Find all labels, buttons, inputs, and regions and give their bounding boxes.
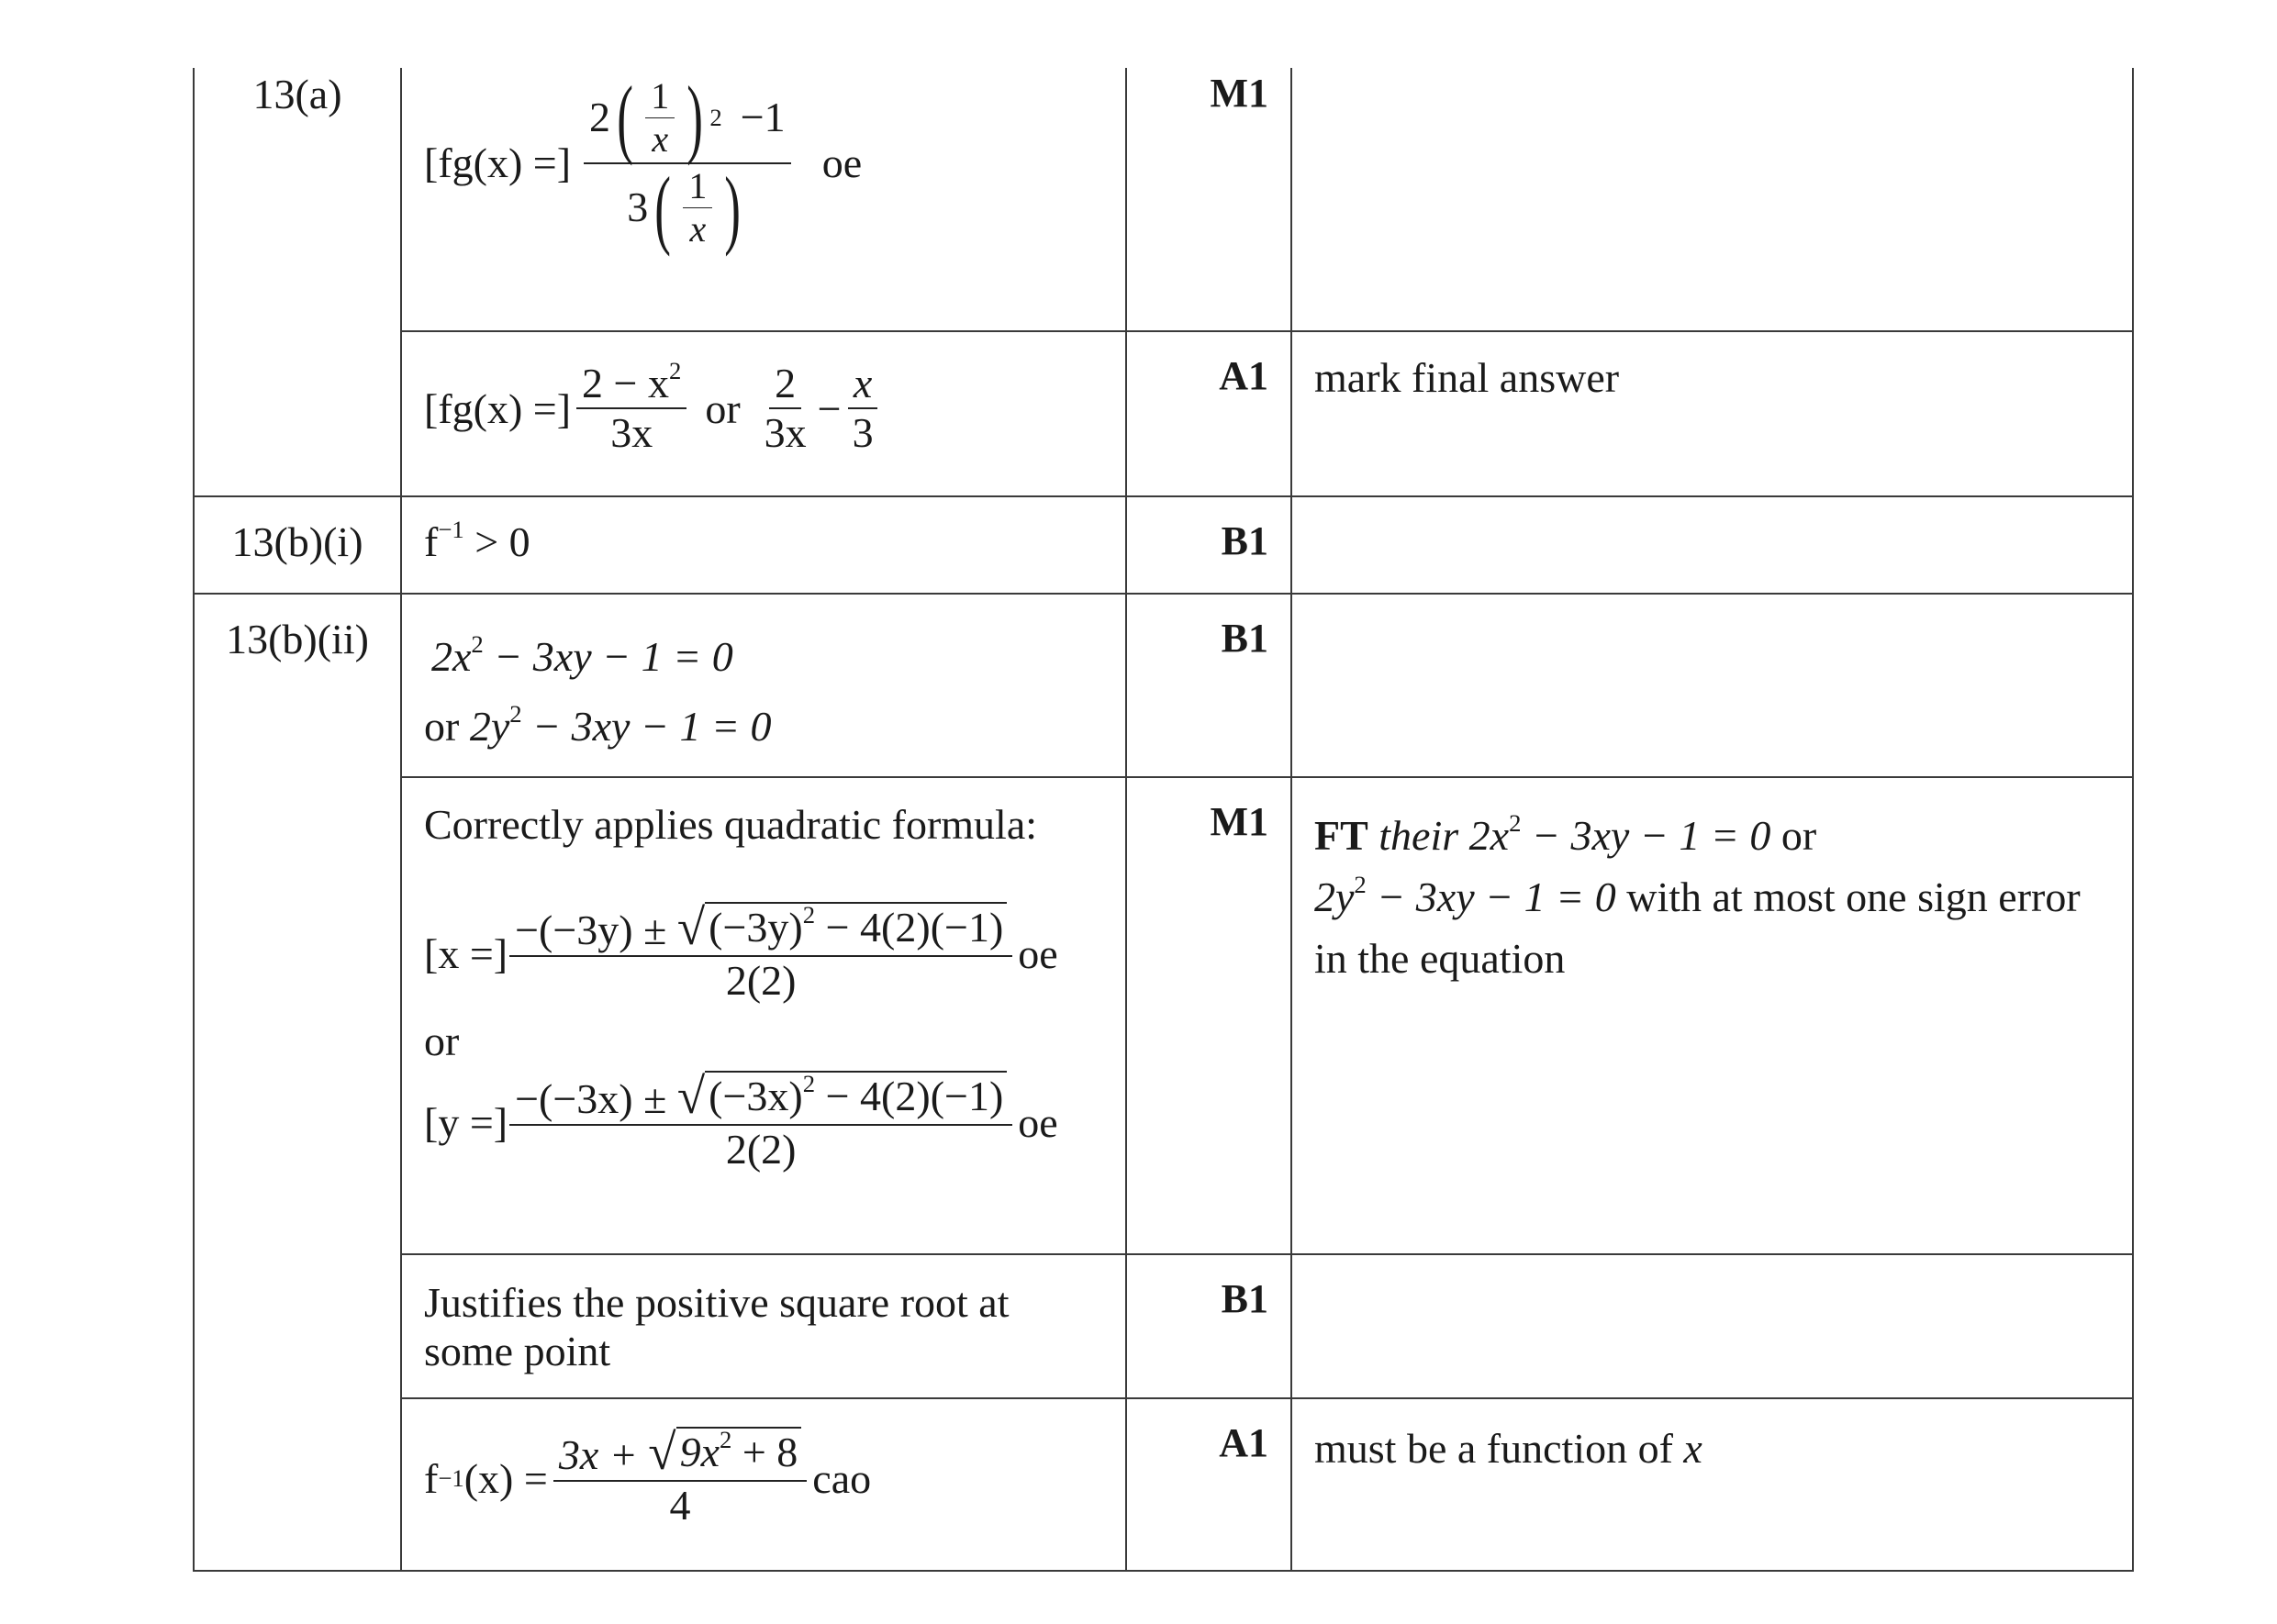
fraction-numerator [576,356,686,410]
table-row [194,594,2133,777]
radicand-term: − 4(2)(−1) [815,1073,1004,1120]
guidance-cell: mark final answer [1291,331,2133,496]
equation-term: 2y [1314,873,1355,921]
exponent: 2 [1509,809,1522,838]
lhs-tail: (x) = [463,1454,548,1502]
fraction-numerator: x [848,360,877,410]
fraction-denominator: 3x [610,409,653,457]
numerator-text: 2 − x [582,359,669,406]
formula-y [424,1068,1125,1174]
function-name: f [424,1454,439,1502]
numerator-text: −(−3y) ± [515,907,677,954]
formula-suffix: oe [1018,930,1058,978]
inner-numerator: 1 [645,75,675,118]
fraction [576,356,686,459]
mark-scheme-table [193,68,2134,1572]
coefficient: 3 [627,184,649,231]
right-paren: ) [724,158,742,257]
formula-intro: Correctly applies quadratic formula: [424,801,1038,849]
answer-cell [401,594,1126,777]
numerator-tail: −1 [740,93,786,140]
left-paren: ( [654,158,672,257]
answer-cell [401,68,1126,331]
guidance-cell [1291,777,2133,1254]
guidance-cell [1291,594,2133,777]
radicand-term: (−3y) [709,904,803,951]
fraction [509,1068,1012,1174]
exponent: 2 [669,356,682,384]
equation-line [424,692,1125,762]
formula-x [424,899,1125,1006]
answer-suffix: oe [821,139,863,187]
fraction-denominator: 3 [852,409,874,457]
formula-prefix: [x =] [424,930,508,978]
right-paren: ) [686,68,704,166]
or-label: or [705,384,741,432]
equation-term: 2x [431,633,472,681]
fraction [553,1423,807,1530]
radicand-term: 9x [679,1428,720,1475]
fraction-denominator: 2(2) [725,1126,797,1174]
guidance-line: in the equation [1314,934,1566,982]
exponent: 2 [471,630,484,659]
equation-term: − 3xy − 1 = 0 [521,702,772,750]
fraction-numerator: 2 [769,360,801,410]
square-root [676,899,1007,956]
mark-cell: M1 [1126,777,1291,1254]
fraction-denominator [621,158,753,257]
guidance-variable: x [1683,1424,1702,1472]
guidance-line [1314,867,2132,929]
guidance-line [1314,806,2132,867]
radicand [676,1427,802,1477]
fraction [509,899,1012,1006]
guidance-text: with at most one sign error [1626,873,2081,921]
exponent: 2 [720,1425,732,1453]
table-row [194,68,2133,331]
answer-cell [401,331,1126,496]
equation-term: 2x [1468,812,1510,860]
mark-cell: A1 [1126,331,1291,496]
inner-fraction [645,75,675,161]
answer-suffix: cao [812,1454,872,1502]
exponent: 2 [802,901,816,929]
guidance-cell [1291,68,2133,331]
exponent: −1 [438,515,464,543]
radicand-term: + 8 [731,1428,798,1475]
inner-denominator: x [689,208,707,250]
answer-cell [401,496,1126,594]
fraction [847,360,879,459]
radicand-term: − 4(2)(−1) [815,904,1004,951]
formula-suffix: oe [1018,1099,1058,1147]
guidance-cell [1291,1398,2133,1571]
mark-cell: B1 [1126,1254,1291,1397]
radical-sign: √ [676,899,706,956]
or-label: or [1780,812,1817,860]
inner-denominator: x [652,117,669,160]
fraction [584,68,791,257]
radical-sign: √ [676,1068,706,1125]
exponent: 2 [1354,871,1367,899]
ft-label: FT [1314,812,1368,860]
numerator-text: 3x + [558,1430,649,1478]
guidance-text: must be a function of [1314,1424,1673,1472]
equation-term: 2y [469,702,510,750]
square-root [648,1423,801,1480]
fraction-numerator [509,899,1012,957]
fraction-numerator: 2 ( $\frac{1}{x}$ ) 2 −1 [584,73,791,164]
answer-cell: Justifies the positive square root at some point [401,1254,1126,1397]
table-row [194,496,2133,594]
question-number: 13(b)(i) [194,496,401,594]
mark-cell: B1 [1126,594,1291,777]
function-name: f [424,517,439,565]
answer-prefix: [fg(x) =] [424,384,572,432]
their-label: their [1378,812,1459,860]
radical-sign: √ [648,1423,676,1480]
radicand-term: (−3x) [709,1073,803,1120]
coefficient: 2 [589,93,611,140]
equation-term: − 3xy − 1 = 0 [1366,873,1616,921]
exponent: 2 [509,699,522,728]
answer-prefix: [fg(x) =] [424,139,572,187]
equation-line [424,622,1125,692]
square-root [676,1068,1007,1125]
mark-cell: M1 [1126,68,1291,331]
equation-term: − 3xy − 1 = 0 [1521,812,1771,860]
table-row [194,1398,2133,1571]
mark-cell: B1 [1126,496,1291,594]
numerator-text: −(−3x) ± [515,1075,677,1123]
left-paren: ( [617,68,633,166]
question-number: 13(a) [194,68,401,496]
equation-term: − 3xy − 1 = 0 [483,633,733,681]
minus-sign: − [817,384,842,432]
formula-prefix: [y =] [424,1099,508,1147]
table-row [194,331,2133,496]
table-row [194,777,2133,1254]
radicand [705,1071,1007,1121]
exponent: 2 [802,1070,816,1098]
fraction-numerator [509,1068,1012,1126]
or-label: or [424,702,460,750]
inner-numerator: 1 [683,165,712,208]
fraction [759,360,812,459]
radicand [705,902,1007,952]
answer-cell [401,777,1126,1254]
answer-tail: > 0 [463,517,530,565]
guidance-cell [1291,496,2133,594]
mark-cell: A1 [1126,1398,1291,1571]
answer-cell: f −1 (x) = 3x + √ $9x^2 + 8$ 4 cao [401,1398,1126,1571]
fraction-numerator [553,1423,807,1482]
fraction-denominator: 4 [669,1481,691,1529]
inner-fraction [683,165,712,250]
fraction-denominator: 2(2) [725,957,797,1005]
table-row [194,1254,2133,1397]
question-number: 13(b)(ii) [194,594,401,1571]
fraction-denominator: 3x [764,409,807,457]
or-label: or [424,1018,460,1065]
guidance-cell [1291,1254,2133,1397]
